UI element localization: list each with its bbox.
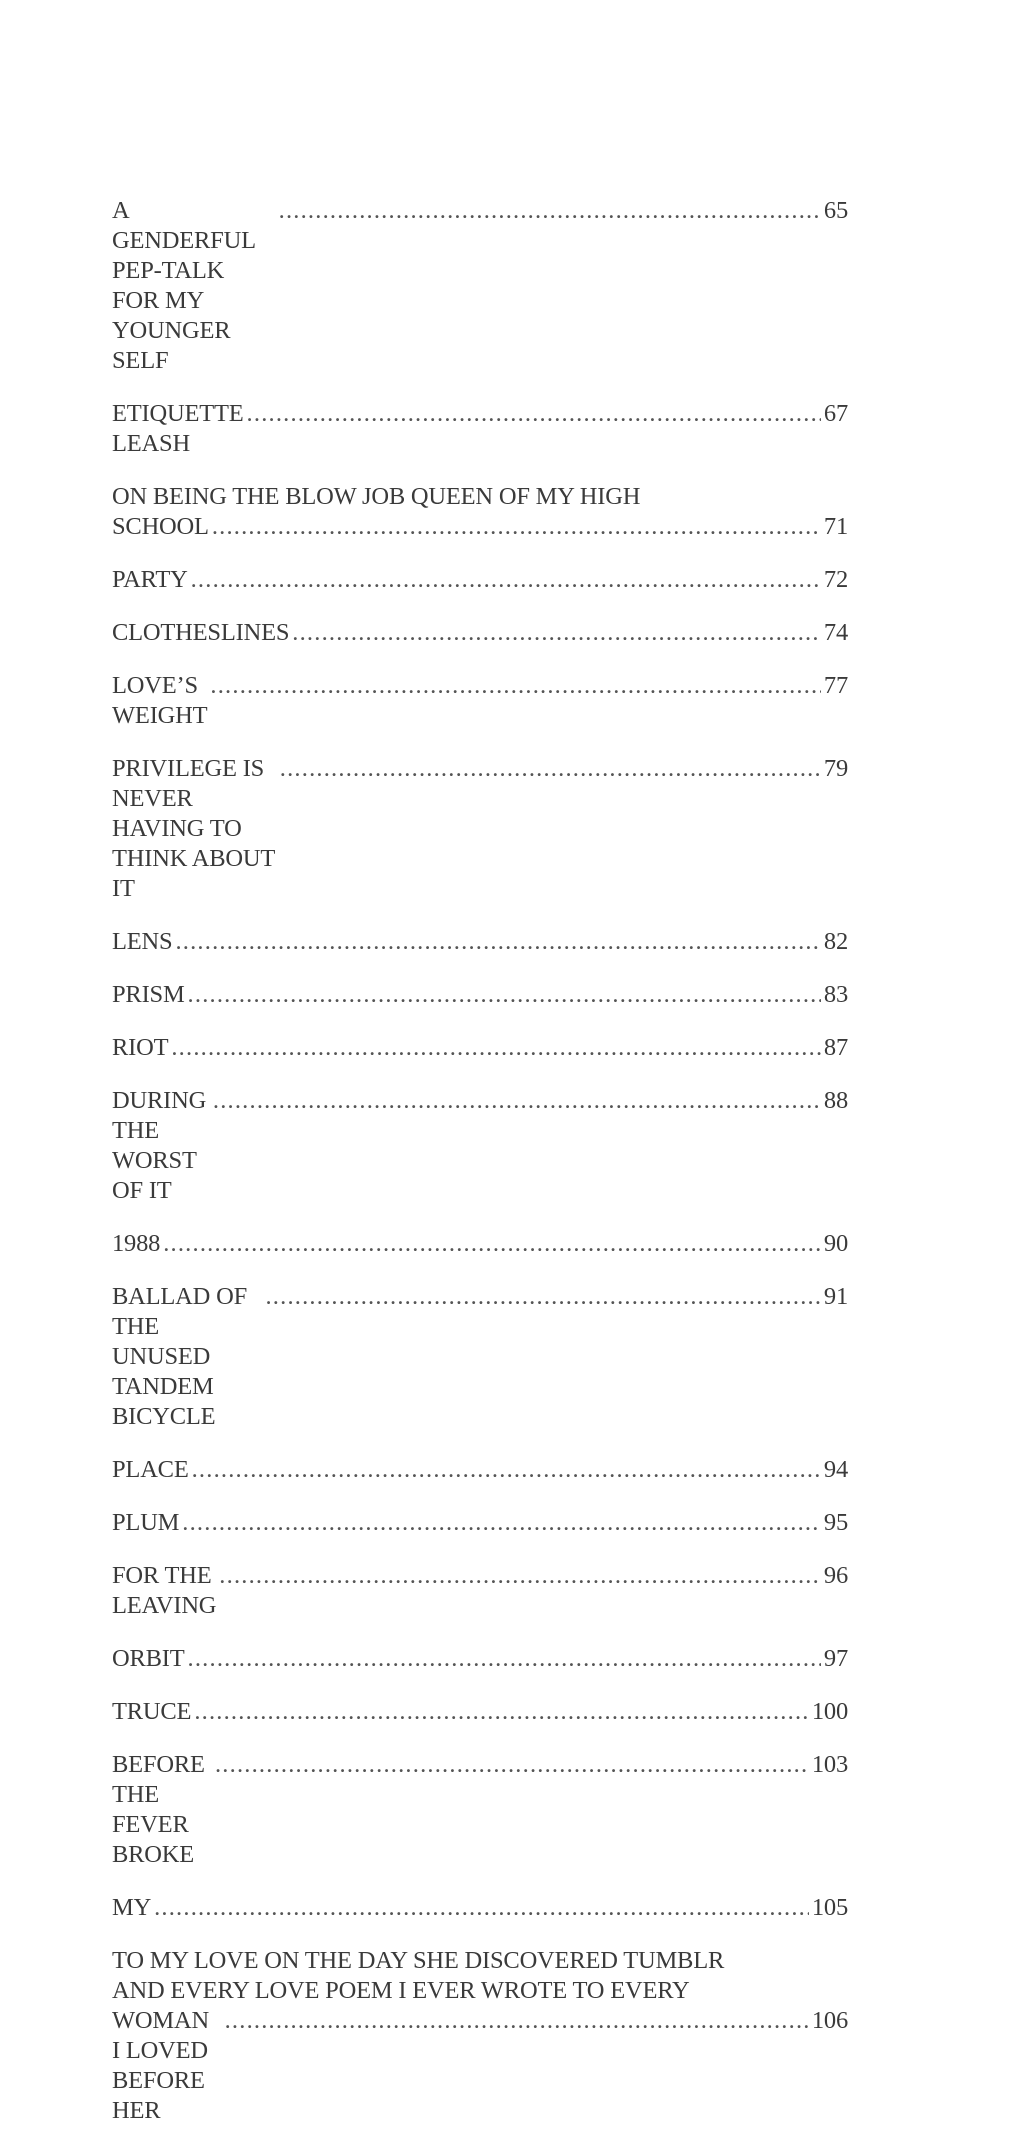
dot-leader <box>182 1508 821 1538</box>
toc-entry-page: 97 <box>823 1645 848 1672</box>
dot-leader <box>175 927 820 957</box>
dot-leader <box>279 196 821 226</box>
toc-entry-title: PRISM <box>112 981 185 1008</box>
toc-entry[interactable] <box>112 399 848 459</box>
dot-leader <box>219 1561 821 1591</box>
dot-leader <box>192 1455 821 1485</box>
toc-entry-page: 105 <box>811 1894 848 1921</box>
toc-entry-title: ETIQUETTE LEASH <box>112 400 244 457</box>
toc-entry-page: 67 <box>823 400 848 427</box>
toc-entry[interactable] <box>112 565 848 595</box>
toc-entry-title: BALLAD OF THE UNUSED TANDEM BICYCLE <box>112 1283 247 1430</box>
dot-leader <box>215 1750 809 1780</box>
toc-entry-title-line: TO MY LOVE ON THE DAY SHE DISCOVERED TUMBLR <box>112 1947 725 1974</box>
toc-entry[interactable] <box>112 1282 848 1432</box>
dot-leader <box>191 565 821 595</box>
toc-entry-page: 88 <box>823 1087 848 1114</box>
dot-leader <box>292 618 821 648</box>
toc-entry-page: 91 <box>823 1283 848 1310</box>
toc-entry-title: RIOT <box>112 1034 169 1061</box>
toc-entry[interactable] <box>112 1508 848 1538</box>
toc-entry[interactable] <box>112 754 848 904</box>
dot-leader <box>171 1033 821 1063</box>
toc-entry-page: 106 <box>811 2007 848 2034</box>
toc-entry[interactable] <box>112 618 848 648</box>
toc-entry-title-line: AND EVERY LOVE POEM I EVER WROTE TO EVERY <box>112 1977 690 2004</box>
toc-entry[interactable] <box>112 671 848 731</box>
toc-entry[interactable] <box>112 1561 848 1621</box>
toc-entry-title-line: SCHOOL <box>112 513 209 540</box>
toc-entry-title-line: WOMAN I LOVED BEFORE HER <box>112 2007 209 2124</box>
toc-entry[interactable] <box>112 980 848 1010</box>
toc-entry-title: ORBIT <box>112 1645 185 1672</box>
toc-entry-page: 96 <box>823 1562 848 1589</box>
toc-entry-page: 90 <box>823 1230 848 1257</box>
toc-entry[interactable] <box>112 927 848 957</box>
dot-leader <box>154 1893 809 1923</box>
dot-leader <box>225 2006 809 2036</box>
toc-entry[interactable] <box>112 196 848 376</box>
dot-leader <box>188 1644 821 1674</box>
toc-entry[interactable] <box>112 1229 848 1259</box>
toc-entry-page: 95 <box>823 1509 848 1536</box>
dot-leader <box>280 754 821 784</box>
toc-entry-title: CLOTHESLINES <box>112 619 290 646</box>
toc-entry-page: 82 <box>823 928 848 955</box>
toc-entry[interactable] <box>112 1086 848 1206</box>
toc-entry-title: A GENDERFUL PEP-TALK FOR MY YOUNGER SELF <box>112 197 255 374</box>
dot-leader <box>210 671 820 701</box>
toc-entry-page: 74 <box>823 619 848 646</box>
dot-leader <box>163 1229 821 1259</box>
toc-entry[interactable] <box>112 1750 848 1870</box>
toc-entry-title: MY <box>112 1894 152 1921</box>
toc-entry[interactable] <box>112 1033 848 1063</box>
table-of-contents <box>112 196 848 2149</box>
toc-entry[interactable] <box>112 1644 848 1674</box>
toc-entry[interactable] <box>112 482 848 542</box>
toc-entry-page: 79 <box>823 755 848 782</box>
toc-entry-page: 71 <box>823 513 848 540</box>
dot-leader <box>265 1282 820 1312</box>
toc-entry[interactable] <box>112 1893 848 1923</box>
toc-entry-title: PRIVILEGE IS NEVER HAVING TO THINK ABOUT IT <box>112 755 275 902</box>
toc-entry-page: 72 <box>823 566 848 593</box>
toc-entry[interactable] <box>112 1946 848 2126</box>
dot-leader <box>213 1086 821 1116</box>
toc-entry-title-line: ON BEING THE BLOW JOB QUEEN OF MY HIGH <box>112 483 641 510</box>
toc-entry-title: TRUCE <box>112 1698 192 1725</box>
toc-entry-title: LOVE’S WEIGHT <box>112 672 208 729</box>
toc-entry-title: PARTY <box>112 566 188 593</box>
toc-entry-title: BEFORE THE FEVER BROKE <box>112 1751 205 1868</box>
dot-leader <box>194 1697 809 1727</box>
toc-entry-title: 1988 <box>112 1230 161 1257</box>
toc-entry-page: 77 <box>823 672 848 699</box>
toc-entry-page: 87 <box>823 1034 848 1061</box>
dot-leader <box>212 512 821 542</box>
toc-entry-title: FOR THE LEAVING <box>112 1562 217 1619</box>
toc-entry-title: LENS <box>112 928 173 955</box>
toc-entry-page: 103 <box>811 1751 848 1778</box>
dot-leader <box>247 399 821 429</box>
toc-entry-title: PLUM <box>112 1509 180 1536</box>
toc-entry-page: 100 <box>811 1698 848 1725</box>
toc-entry-title: PLACE <box>112 1456 189 1483</box>
dot-leader <box>188 980 821 1010</box>
toc-entry-page: 65 <box>823 197 848 224</box>
toc-entry-title: DURING THE WORST OF IT <box>112 1087 207 1204</box>
toc-entry[interactable] <box>112 1455 848 1485</box>
toc-entry-page: 83 <box>823 981 848 1008</box>
toc-entry-page: 94 <box>823 1456 848 1483</box>
toc-entry[interactable] <box>112 1697 848 1727</box>
